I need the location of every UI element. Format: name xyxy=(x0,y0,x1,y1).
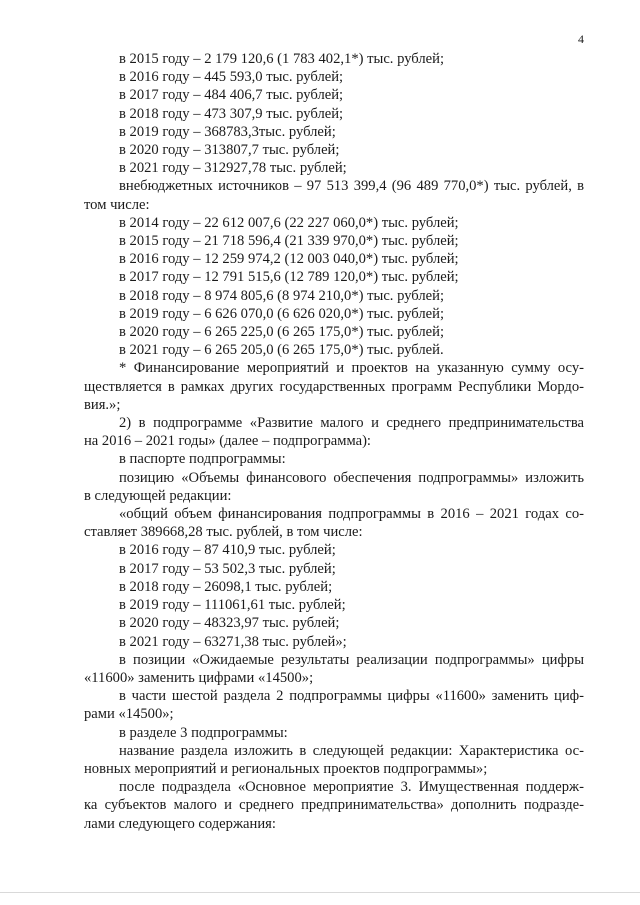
text-line: после подраздела «Основное мероприятие 3. Имущественная поддерж- xyxy=(119,779,584,796)
text-line: в 2018 году – 473 307,9 тыс. рублей; xyxy=(119,105,344,122)
text-line: в паспорте подпрограммы: xyxy=(119,451,286,468)
text-line: в части шестой раздела 2 подпрограммы цифры «11600» заменить циф- xyxy=(119,688,584,705)
text-line: в следующей редакции: xyxy=(84,487,232,504)
text-line: рами «14500»; xyxy=(84,706,174,723)
text-line: в 2015 году – 2 179 120,6 (1 783 402,1*) тыс. рублей; xyxy=(119,51,444,67)
text-line: «11600» заменить цифрами «14500»; xyxy=(84,669,314,686)
text-line: в позиции «Ожидаемые результаты реализации подпрограммы» цифры xyxy=(119,651,584,668)
text-line: в 2017 году – 53 502,3 тыс. рублей; xyxy=(119,560,336,577)
text-line: в 2021 году – 6 265 205,0 (6 265 175,0*) тыс. рублей. xyxy=(119,342,444,359)
text-line: ществляется в рамках других государственных программ Республики Мордо- xyxy=(84,378,584,395)
text-line: в 2020 году – 48323,97 тыс. рублей; xyxy=(119,615,340,632)
text-line: ка субъектов малого и среднего предпринимательства» дополнить подразде- xyxy=(84,797,584,814)
text-line: в 2020 году – 6 265 225,0 (6 265 175,0*) тыс. рублей; xyxy=(119,324,444,341)
text-line: в 2017 году – 12 791 515,6 (12 789 120,0*) тыс. рублей; xyxy=(119,269,459,286)
text-line: в 2014 году – 22 612 007,6 (22 227 060,0*) тыс. рублей; xyxy=(119,214,459,231)
text-line: лами следующего содержания: xyxy=(84,815,276,832)
text-line: том числе: xyxy=(84,196,150,213)
text-line: в 2018 году – 8 974 805,6 (8 974 210,0*) тыс. рублей; xyxy=(119,287,444,304)
text-line: позицию «Объемы финансового обеспечения подпрограммы» изложить xyxy=(119,469,584,486)
text-line: в 2017 году – 484 406,7 тыс. рублей; xyxy=(119,87,344,104)
text-line: в 2016 году – 12 259 974,2 (12 003 040,0*) тыс. рублей; xyxy=(119,251,459,268)
text-line: в 2016 году – 445 593,0 тыс. рублей; xyxy=(119,69,344,86)
text-line: в 2015 году – 21 718 596,4 (21 339 970,0*) тыс. рублей; xyxy=(119,233,459,250)
document-body xyxy=(84,50,584,833)
text-line: ставляет 389668,28 тыс. рублей, в том числе: xyxy=(84,524,363,541)
text-line: вия.»; xyxy=(84,396,121,413)
text-line: «общий объем финансирования подпрограммы в 2016 – 2021 годах со- xyxy=(119,506,584,523)
text-line: в разделе 3 подпрограммы: xyxy=(119,724,288,741)
text-line: 2) в подпрограмме «Развитие малого и среднего предпринимательства xyxy=(119,415,584,432)
scan-edge-line xyxy=(0,892,640,893)
text-line: в 2020 году – 313807,7 тыс. рублей; xyxy=(119,142,340,159)
text-line: * Финансирование мероприятий и проектов на указанную сумму осу- xyxy=(119,360,584,377)
text-line: в 2018 году – 26098,1 тыс. рублей; xyxy=(119,578,333,595)
page-number: 4 xyxy=(578,32,584,46)
text-line: в 2021 году – 63271,38 тыс. рублей»; xyxy=(119,633,347,650)
text-line: внебюджетных источников – 97 513 399,4 (96 489 770,0*) тыс. рублей, в xyxy=(119,178,584,195)
text-line: название раздела изложить в следующей редакции: Характеристика ос- xyxy=(119,742,584,759)
text-line: в 2019 году – 111061,61 тыс. рублей; xyxy=(119,597,346,614)
text-line: новных мероприятий и региональных проектов подпрограммы»; xyxy=(84,760,488,777)
text-line: в 2021 году – 312927,78 тыс. рублей; xyxy=(119,160,347,177)
text-line: в 2019 году – 368783,3тыс. рублей; xyxy=(119,123,336,140)
text-line: на 2016 – 2021 годы» (далее – подпрограмма): xyxy=(84,433,371,450)
text-line: в 2016 году – 87 410,9 тыс. рублей; xyxy=(119,542,336,559)
text-line: в 2019 году – 6 626 070,0 (6 626 020,0*) тыс. рублей; xyxy=(119,305,444,322)
